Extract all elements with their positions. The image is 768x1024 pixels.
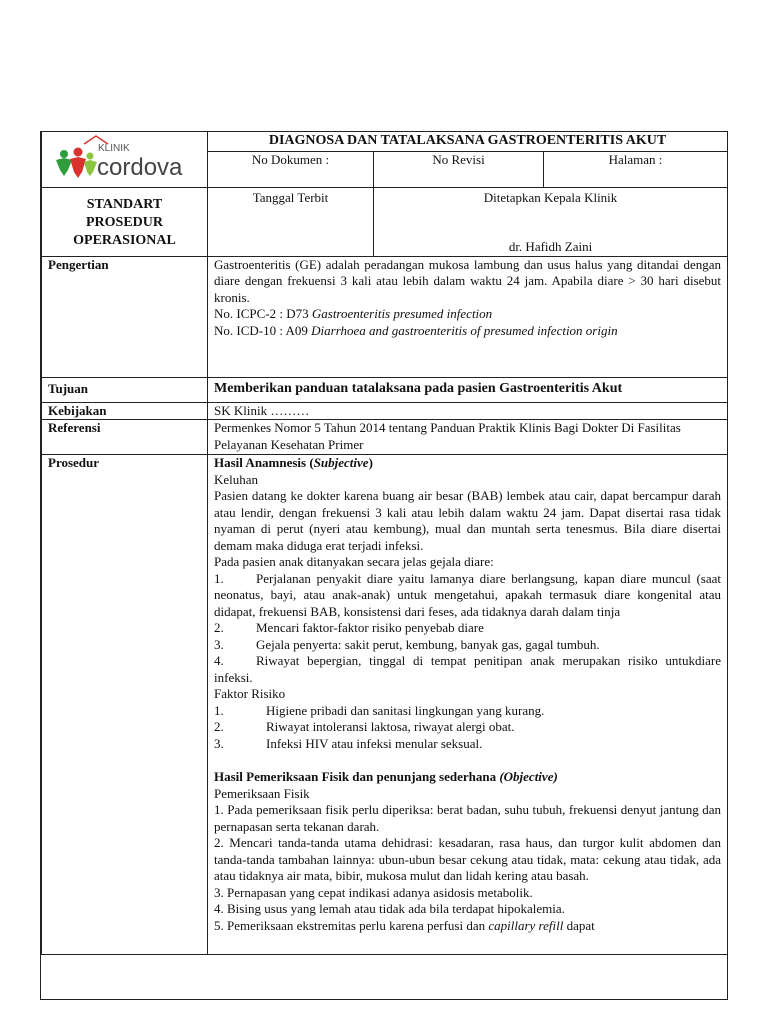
list-item: 2. Mencari faktor-faktor risiko penyebab diare bbox=[214, 620, 484, 635]
list-item: 2. Mencari tanda-tanda utama dehidrasi: kesadaran, rasa haus, dan turgor kulit abdomen dan tanda-tanda tambahan lainnya: ubun-ubun besar cekung atau tidak, mata: cekung atau tidak, ada atau tidaknya air mata, bibir, mukosa mulut dan lidah kering atau basah. bbox=[214, 835, 722, 883]
logo-cell bbox=[42, 132, 208, 188]
doc-title: DIAGNOSA DAN TATALAKSANA GASTROENTERITIS AKUT bbox=[208, 132, 728, 152]
icpc-line: No. ICPC-2 : D73 Gastroenteritis presumed infection bbox=[214, 306, 493, 321]
kebijakan-label: Kebijakan bbox=[42, 402, 208, 420]
list-item: 4. Bising usus yang lemah atau tidak ada bila terdapat hipokalemia. bbox=[214, 901, 565, 916]
fisik-heading: Pemeriksaan Fisik bbox=[214, 785, 310, 801]
pengertian-content bbox=[208, 256, 728, 377]
faktor-heading: Faktor Risiko bbox=[214, 686, 286, 701]
anak-intro: Pada pasien anak ditanyakan secara jelas gejala diare: bbox=[214, 554, 494, 569]
list-item: 3. Infeksi HIV atau infeksi menular seksual. bbox=[214, 735, 483, 751]
list-item: 4. bbox=[214, 653, 224, 668]
ditetapkan-cell bbox=[374, 187, 728, 256]
referensi-label: Referensi bbox=[42, 420, 208, 455]
list-item: 3. Gejala penyerta: sakit perut, kembung, banyak gas, gagal tumbuh. bbox=[214, 636, 600, 652]
prosedur-content bbox=[208, 455, 728, 955]
keluhan-text: Pasien datang ke dokter karena buang air besar (BAB) lembek atau cair, dapat bercampur darah atau lendir, dengan frekuensi 3 kali atau lebih dalam waktu 24 jam. Dapat disertai rasa tidak nyaman di perut (nyeri atau kembung), mual dan muntah serta tenesmus. Bila diare disertai demam maka diduga erat terjadi infeksi. bbox=[214, 488, 722, 553]
anak-item-1-text: Perjalanan penyakit diare yaitu lamanya diare berlangsung, kapan diare muncul (saat neonatus, bayi, atau anak-anak) untuk mengetahui, apakah termasuk diare kongenital atau didapat, frekuensi BAB, konsistensi dari feses, ada tidaknya darah dalam tinja bbox=[214, 570, 722, 619]
kepala-klinik: dr. Hafidh Zaini bbox=[508, 239, 593, 254]
tujuan-text: Memberikan panduan tatalaksana pada pasien Gastroenteritis Akut bbox=[208, 377, 728, 402]
sop-label: STANDART PROSEDUR OPERASIONAL bbox=[42, 187, 208, 256]
pemeriksaan-heading: Hasil Pemeriksaan Fisik dan penunjang sederhana (Objective) bbox=[214, 769, 558, 784]
icd-line: No. ICD-10 : A09 Diarrhoea and gastroenteritis of presumed infection origin bbox=[214, 322, 618, 338]
sop-table bbox=[41, 131, 728, 955]
ditetapkan-label: Ditetapkan Kepala Klinik bbox=[483, 189, 618, 205]
no-revisi: No Revisi bbox=[374, 151, 544, 187]
list-item: 1. Higiene pribadi dan sanitasi lingkungan yang kurang. bbox=[214, 702, 545, 718]
list-item: 2. Riwayat intoleransi laktosa, riwayat alergi obat. bbox=[214, 719, 515, 734]
pengertian-label: Pengertian bbox=[42, 256, 208, 377]
referensi-text: Permenkes Nomor 5 Tahun 2014 tentang Panduan Praktik Klinis Bagi Dokter Di Fasilitas Pelayanan Kesehatan Primer bbox=[208, 420, 728, 455]
list-item: 3. Pernapasan yang cepat indikasi adanya asidosis metabolik. bbox=[214, 884, 533, 900]
list-item: 5. Pemeriksaan ekstremitas perlu karena perfusi dan capillary refill dapat bbox=[214, 917, 595, 933]
list-item: 1. Pada pemeriksaan fisik perlu diperiksa: berat badan, suhu tubuh, frekuensi denyut jantung dan pernapasan serta tekanan darah. bbox=[214, 802, 722, 834]
klinik-cordova-logo bbox=[42, 132, 208, 182]
kebijakan-text: SK Klinik ……… bbox=[208, 402, 728, 420]
no-dokumen: No Dokumen : bbox=[208, 151, 374, 187]
halaman: Halaman : bbox=[544, 151, 728, 187]
tujuan-label: Tujuan bbox=[42, 377, 208, 402]
keluhan-heading: Keluhan bbox=[214, 471, 259, 487]
sop-document bbox=[40, 131, 728, 1000]
list-item: 1. bbox=[214, 570, 224, 586]
tanggal-terbit: Tanggal Terbit bbox=[208, 187, 374, 256]
anak-item-4-text: Riwayat bepergian, tinggal di tempat penitipan anak merupakan risiko untukdiare infeksi. bbox=[214, 653, 722, 685]
logo-small-text: KLINIK bbox=[98, 143, 130, 154]
prosedur-label: Prosedur bbox=[42, 455, 208, 955]
pengertian-text: Gastroenteritis (GE) adalah peradangan mukosa lambung dan usus halus yang ditandai dengan diare dengan frekuensi 3 kali atau lebih dalam waktu 24 jam. Apabila diare > 30 hari disebut kronis. bbox=[214, 256, 722, 305]
anamnesis-heading: Hasil Anamnesis (Subjective) bbox=[214, 455, 373, 470]
logo-name-text: cordova bbox=[97, 154, 183, 181]
